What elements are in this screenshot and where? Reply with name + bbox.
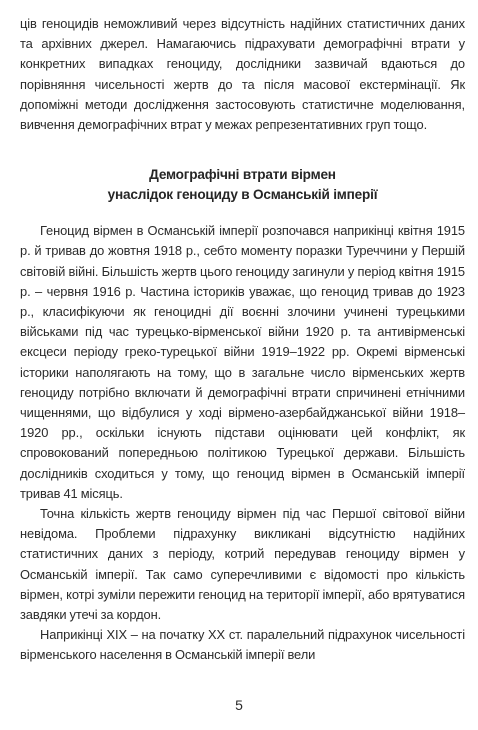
section-heading-line-2: унаслідок геноциду в Османській імперії (107, 187, 378, 203)
section-heading-line-1: Демографічні втрати вірмен (149, 167, 336, 183)
paragraph-2: Точна кількість жертв геноциду вірмен під час Першої світової війни невідома. Проблеми підрахунку викликані відсутністю надійних статистичних даних з періоду, котрий передував геноциду вірмен у Османській імперії. Так само суперечливими є відомості про кількість вірмен, котрі зуміли пережити геноцид на території імперії, або врятуватися завдяки утечі за кордон. (20, 506, 465, 623)
document-page (20, 14, 465, 666)
paragraph-continued: ців геноцидів неможливий через відсутність надійних статистичних даних та архівних джерел. Намагаючись підрахувати демографічні втрати у конкретних випадках геноциду, дослідники зазвичай вдаються до порівняння чисельності жертв до та після масової екстермінації. Як допоміжні методи дослідження застосовують статистичне моделювання, вивчення демографічних втрат у межах репрезентативних груп тощо. (20, 16, 465, 133)
paragraph-3: Наприкінці XIX – на початку XX ст. паралельний підрахунок чисельності вірменського населення в Османській імперії вели (20, 627, 465, 663)
page-number: 5 (235, 697, 243, 713)
section-heading (20, 165, 465, 205)
paragraph-1: Геноцид вірмен в Османській імперії розпочався наприкінці квітня 1915 р. й тривав до жовтня 1918 р., себто моменту поразки Туреччини у Першій світовій війні. Більшість жертв цього геноциду загинули у період квітня 1915 р. – червня 1916 р. Частина істориків уважає, що геноцид тривав до 1923 р., класифікуючи як геноцидні дії воєнні злочини учинені турецькими військами під час турецько-вірменської війни 1920 р. та антивірменські ексцеси періоду греко-турецької війни 1919–1922 рр. Окремі вірменські історики наполягають на тому, що в загальне число вірменських жертв геноциду потрібно включати й демографічні втрати спричинені етнічними чищеннями, що відбулися у ході вірмено-азербайджанської війни 1918–1920 рр., оскільки існують підстави оцінювати цей конфлікт, як спровокований попередньою політикою Турецької держави. Більшість дослідників сходиться у тому, що геноцид вірмен в Османській імперії тривав 41 місяць. (20, 223, 465, 501)
